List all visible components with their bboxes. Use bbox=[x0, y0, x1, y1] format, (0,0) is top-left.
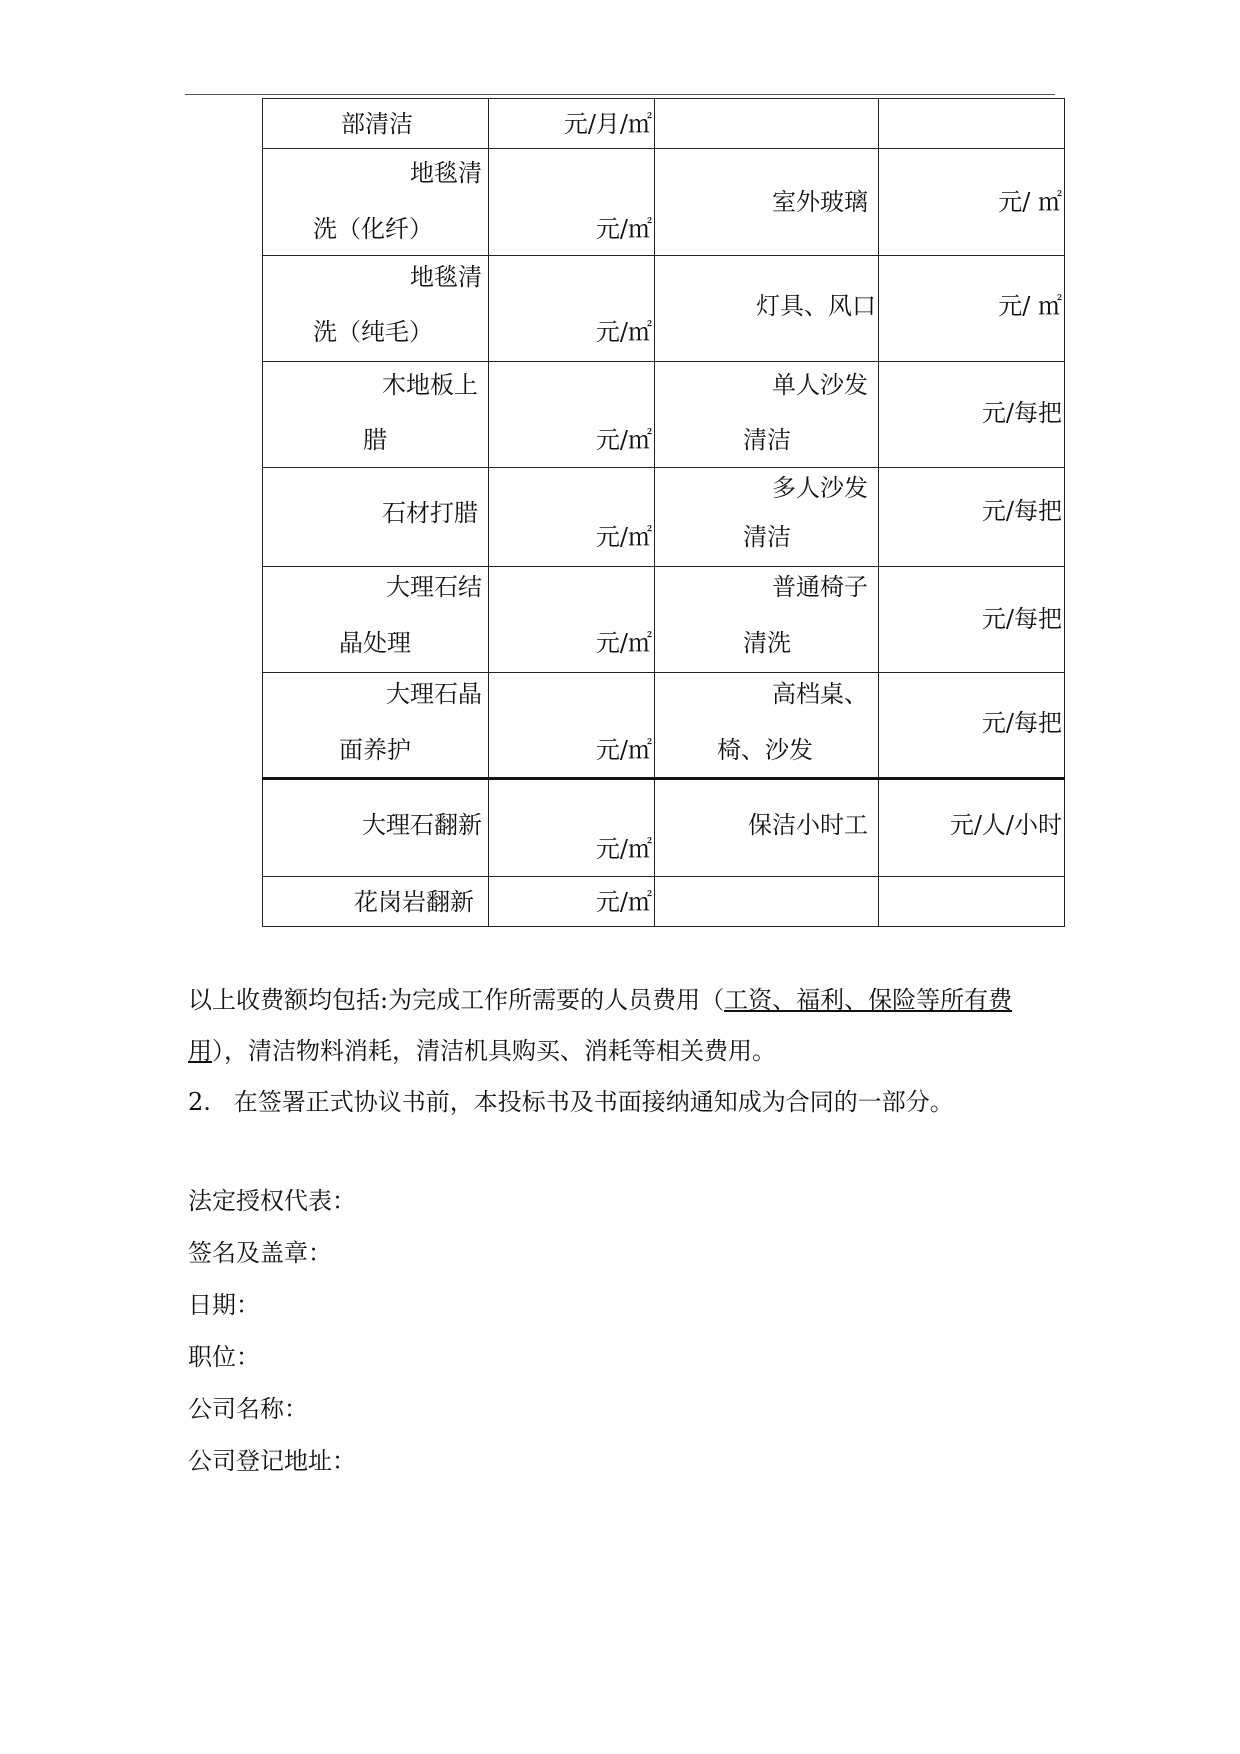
unit-label: 元/每把 bbox=[981, 497, 1062, 525]
fee-note-line1 bbox=[188, 988, 1012, 1012]
item-label: 花岗岩翻新 bbox=[354, 888, 474, 916]
item-cell bbox=[655, 567, 879, 673]
unit-cell bbox=[879, 779, 1065, 877]
item-cell bbox=[655, 877, 879, 927]
item-cell bbox=[263, 673, 489, 779]
item-label: 保洁小时工 bbox=[748, 811, 868, 839]
item-label-line2: 清洁 bbox=[743, 426, 791, 454]
unit-cell bbox=[489, 567, 655, 673]
unit-label: 元/每把 bbox=[981, 709, 1062, 737]
table-row bbox=[263, 567, 1065, 673]
unit-label: 元/每把 bbox=[981, 399, 1062, 427]
fee-note-text: 以上收费额均包括:为完成工作所需要的人员费用（ bbox=[188, 986, 725, 1014]
unit-cell bbox=[489, 468, 655, 567]
item-cell bbox=[655, 149, 879, 256]
unit-cell bbox=[879, 468, 1065, 567]
item-cell bbox=[655, 673, 879, 779]
item-cell bbox=[263, 468, 489, 567]
table-row bbox=[263, 877, 1065, 927]
unit-label: 元/㎡ bbox=[595, 629, 652, 657]
unit-label: 元/ ㎡ bbox=[998, 292, 1062, 320]
unit-cell bbox=[879, 149, 1065, 256]
item-label-line2: 面养护 bbox=[339, 736, 411, 764]
item-label-line2: 腊 bbox=[363, 426, 387, 454]
item-label-line2: 清洗 bbox=[743, 629, 791, 657]
item-label: 大理石翻新 bbox=[362, 811, 482, 839]
item-label-line2: 晶处理 bbox=[339, 629, 411, 657]
item-cell bbox=[655, 362, 879, 468]
fee-note-underlined: 用 bbox=[188, 1037, 212, 1065]
address-field-label: 公司登记地址： bbox=[188, 1447, 356, 1475]
table-row bbox=[263, 673, 1065, 779]
table-row bbox=[263, 99, 1065, 149]
unit-cell bbox=[489, 877, 655, 927]
item-cell bbox=[263, 256, 489, 362]
table-row bbox=[263, 779, 1065, 877]
item-cell bbox=[263, 567, 489, 673]
unit-label: 元/㎡ bbox=[595, 215, 652, 243]
header-rule bbox=[185, 94, 1055, 95]
item-cell bbox=[263, 362, 489, 468]
unit-cell bbox=[489, 362, 655, 468]
item-label: 部清洁 bbox=[341, 110, 413, 138]
rep-field-label: 法定授权代表： bbox=[188, 1187, 356, 1215]
unit-cell bbox=[879, 673, 1065, 779]
item-label-line2: 椅、沙发 bbox=[717, 736, 813, 764]
company-field-label: 公司名称： bbox=[188, 1395, 308, 1423]
fee-note-line2 bbox=[188, 1039, 776, 1063]
date-field-label: 日期： bbox=[188, 1291, 260, 1319]
unit-cell bbox=[489, 779, 655, 877]
table-row bbox=[263, 468, 1065, 567]
item-label: 石材打腊 bbox=[382, 499, 478, 527]
price-table bbox=[262, 98, 1065, 927]
unit-label: 元/㎡ bbox=[595, 888, 652, 916]
unit-label: 元/ ㎡ bbox=[998, 188, 1062, 216]
item-label-line2: 洗（纯毛） bbox=[313, 318, 433, 346]
item-label-line2: 清洁 bbox=[743, 523, 791, 551]
unit-cell bbox=[879, 567, 1065, 673]
unit-cell bbox=[489, 256, 655, 362]
unit-label: 元/㎡ bbox=[595, 835, 652, 863]
table-row bbox=[263, 256, 1065, 362]
unit-cell bbox=[489, 99, 655, 149]
item-label: 灯具、风口 bbox=[756, 292, 876, 320]
contract-clause: 2. 在签署正式协议书前，本投标书及书面接纳通知成为合同的一部分。 bbox=[188, 1088, 954, 1116]
unit-cell bbox=[879, 256, 1065, 362]
unit-cell bbox=[879, 99, 1065, 149]
item-label-line1: 木地板上 bbox=[382, 371, 478, 399]
item-cell bbox=[263, 149, 489, 256]
item-label-line1: 地毯清 bbox=[410, 263, 482, 291]
item-cell bbox=[655, 468, 879, 567]
unit-label: 元/月/㎡ bbox=[563, 110, 652, 138]
item-label-line1: 高档桌、 bbox=[772, 680, 868, 708]
table-row bbox=[263, 362, 1065, 468]
unit-label: 元/㎡ bbox=[595, 426, 652, 454]
unit-cell bbox=[489, 149, 655, 256]
table-row bbox=[263, 149, 1065, 256]
item-label-line1: 大理石晶 bbox=[386, 680, 482, 708]
unit-label: 元/人/小时 bbox=[949, 811, 1062, 839]
fee-note-underlined: 工资、福利、保险等所有费 bbox=[724, 986, 1013, 1014]
unit-label: 元/每把 bbox=[981, 605, 1062, 633]
unit-label: 元/㎡ bbox=[595, 736, 652, 764]
unit-cell bbox=[879, 362, 1065, 468]
position-field-label: 职位： bbox=[188, 1343, 260, 1371]
item-label-line1: 多人沙发 bbox=[772, 474, 868, 502]
item-cell bbox=[263, 779, 489, 877]
unit-label: 元/㎡ bbox=[595, 523, 652, 551]
unit-cell bbox=[879, 877, 1065, 927]
fee-note-text: ），清洁物料消耗，清洁机具购买、消耗等相关费用。 bbox=[212, 1037, 776, 1065]
item-cell bbox=[263, 99, 489, 149]
unit-label: 元/㎡ bbox=[595, 318, 652, 346]
item-label: 室外玻璃 bbox=[772, 188, 868, 216]
item-cell bbox=[655, 99, 879, 149]
item-label-line2: 洗（化纤） bbox=[313, 215, 433, 243]
item-label-line1: 普通椅子 bbox=[772, 573, 868, 601]
sign-field-label: 签名及盖章： bbox=[188, 1239, 332, 1267]
item-label-line1: 大理石结 bbox=[386, 573, 482, 601]
item-label-line1: 单人沙发 bbox=[772, 371, 868, 399]
unit-cell bbox=[489, 673, 655, 779]
item-cell bbox=[263, 877, 489, 927]
item-cell bbox=[655, 256, 879, 362]
item-cell bbox=[655, 779, 879, 877]
item-label-line1: 地毯清 bbox=[410, 159, 482, 187]
